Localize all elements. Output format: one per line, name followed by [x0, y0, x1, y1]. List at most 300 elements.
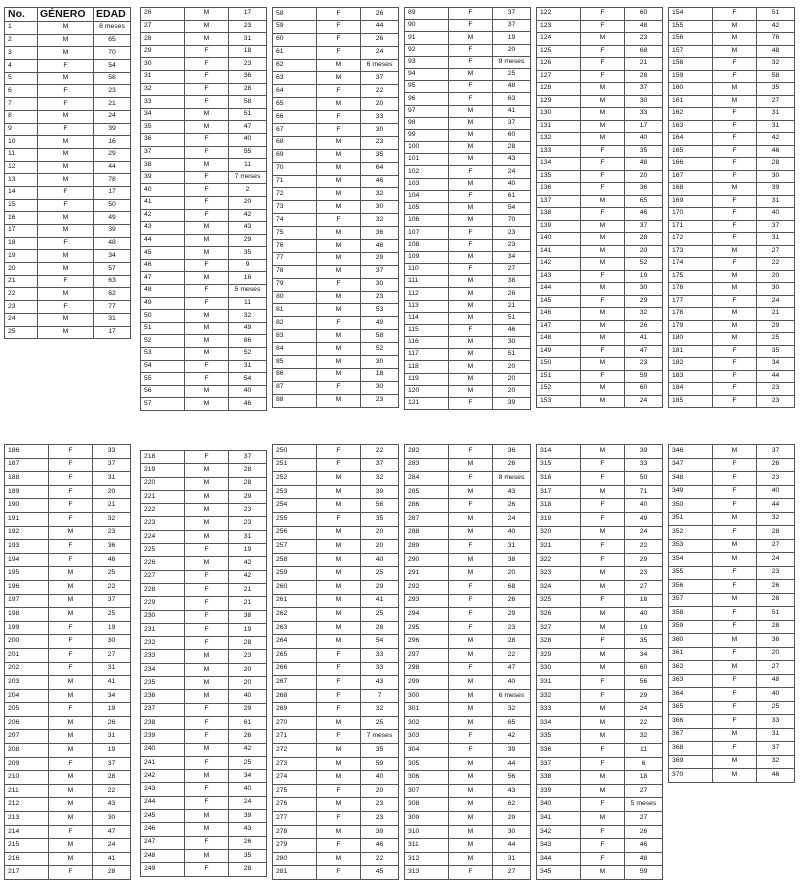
age-cell: 27: [757, 95, 795, 108]
row-number: 304: [405, 744, 449, 758]
table-row: [537, 245, 663, 258]
row-number: 176: [669, 283, 713, 296]
age-cell: 44: [757, 499, 795, 513]
row-number: 200: [5, 635, 49, 649]
gender-cell: M: [581, 866, 625, 880]
gender-cell: M: [449, 648, 493, 662]
table-row: [537, 370, 663, 383]
age-cell: 17: [94, 186, 131, 199]
row-number: 317: [537, 485, 581, 499]
age-cell: 42: [229, 557, 267, 570]
table-row: [669, 145, 795, 158]
row-number: 46: [141, 259, 185, 272]
table-row: [405, 227, 531, 239]
age-cell: 50: [625, 472, 663, 486]
age-cell: 24: [361, 46, 399, 59]
gender-cell: F: [449, 594, 493, 608]
row-number: 154: [669, 8, 713, 21]
row-number: 49: [141, 297, 185, 310]
gender-cell: F: [49, 866, 93, 880]
table-row: [141, 451, 267, 464]
age-cell: 30: [361, 278, 399, 291]
row-number: 79: [273, 278, 317, 291]
table-row: [405, 56, 531, 68]
age-cell: 20: [757, 270, 795, 283]
row-number: 8: [5, 110, 38, 123]
age-cell: 37: [493, 20, 531, 32]
row-number: 13: [5, 174, 38, 187]
table-row: [405, 190, 531, 202]
age-cell: 27: [625, 784, 663, 798]
row-number: 16: [5, 212, 38, 225]
gender-cell: F: [581, 472, 625, 486]
age-cell: 20: [625, 245, 663, 258]
table-row: [405, 288, 531, 300]
gender-cell: M: [38, 72, 94, 85]
age-cell: 31: [757, 195, 795, 208]
age-cell: 34: [625, 648, 663, 662]
table-row: [537, 825, 663, 839]
age-cell: 48: [757, 674, 795, 688]
gender-cell: F: [49, 757, 93, 771]
gender-cell: F: [581, 8, 625, 21]
gender-cell: M: [581, 383, 625, 396]
table-row: [669, 593, 795, 607]
table-row: [273, 458, 399, 472]
row-number: 52: [141, 335, 185, 348]
age-cell: 32: [625, 308, 663, 321]
gender-cell: M: [185, 272, 229, 285]
row-number: 126: [537, 58, 581, 71]
age-cell: 42: [493, 730, 531, 744]
table-row: [405, 129, 531, 141]
gender-cell: M: [449, 716, 493, 730]
gender-cell: F: [713, 258, 757, 271]
age-cell: 63: [94, 275, 131, 288]
gender-cell: M: [317, 175, 361, 188]
table-row: [5, 512, 131, 526]
table-row: [537, 320, 663, 333]
table-row: [669, 95, 795, 108]
gender-cell: M: [49, 580, 93, 594]
row-number: 321: [537, 540, 581, 554]
age-cell: 23: [625, 567, 663, 581]
age-cell: 32: [93, 512, 131, 526]
gender-cell: M: [185, 663, 229, 676]
gender-cell: M: [449, 676, 493, 690]
gender-cell: M: [449, 142, 493, 154]
gender-cell: F: [185, 259, 229, 272]
row-number: 72: [273, 188, 317, 201]
row-number: 347: [669, 458, 713, 472]
row-number: 121: [405, 398, 449, 410]
row-number: 21: [5, 275, 38, 288]
age-cell: 26: [229, 836, 267, 849]
header-gender: GÉNERO: [38, 8, 94, 22]
gender-cell: M: [38, 161, 94, 174]
gender-cell: M: [185, 348, 229, 361]
age-cell: 22: [625, 540, 663, 554]
row-number: 299: [405, 676, 449, 690]
gender-cell: F: [713, 472, 757, 486]
table-row: [537, 784, 663, 798]
row-number: 77: [273, 252, 317, 265]
row-number: 105: [405, 203, 449, 215]
table-row: [5, 825, 131, 839]
row-number: 213: [5, 812, 49, 826]
row-number: 38: [141, 159, 185, 172]
age-cell: 22: [757, 258, 795, 271]
table-row: [141, 477, 267, 490]
table-row: [141, 96, 267, 109]
table-row: [669, 742, 795, 756]
table-row: [405, 458, 531, 472]
table-row: [669, 634, 795, 648]
table-row: [273, 356, 399, 369]
age-cell: 34: [493, 251, 531, 263]
gender-cell: F: [713, 620, 757, 634]
row-number: 96: [405, 93, 449, 105]
age-cell: 19: [625, 621, 663, 635]
table-row: [405, 825, 531, 839]
table-row: [5, 771, 131, 785]
age-cell: 46: [493, 324, 531, 336]
gender-cell: M: [449, 349, 493, 361]
row-number: 279: [273, 839, 317, 853]
table-row: [5, 594, 131, 608]
table-row: [5, 313, 131, 326]
gender-cell: M: [185, 770, 229, 783]
table-row: [141, 133, 267, 146]
age-cell: 36: [493, 445, 531, 459]
age-cell: 43: [229, 222, 267, 235]
age-cell: 9 meses: [493, 56, 531, 68]
gender-cell: M: [317, 136, 361, 149]
gender-cell: M: [713, 755, 757, 769]
table-row: [405, 852, 531, 866]
table-row: [273, 136, 399, 149]
row-number: 353: [669, 539, 713, 553]
gender-cell: M: [317, 757, 361, 771]
table-row: [141, 517, 267, 530]
gender-cell: M: [317, 227, 361, 240]
gender-cell: M: [713, 445, 757, 459]
row-number: 235: [141, 677, 185, 690]
gender-cell: F: [713, 742, 757, 756]
age-cell: 34: [229, 770, 267, 783]
gender-cell: M: [317, 594, 361, 608]
row-number: 63: [273, 72, 317, 85]
table-row: [537, 145, 663, 158]
gender-cell: M: [185, 322, 229, 335]
row-number: 131: [537, 120, 581, 133]
table-row: [5, 730, 131, 744]
gender-cell: F: [185, 133, 229, 146]
age-cell: 37: [93, 757, 131, 771]
table-row: [405, 608, 531, 622]
row-number: 209: [5, 757, 49, 771]
row-number: 350: [669, 499, 713, 513]
gender-cell: F: [713, 485, 757, 499]
age-cell: 28: [757, 593, 795, 607]
age-cell: 28: [229, 637, 267, 650]
table-row: [141, 159, 267, 172]
gender-cell: F: [581, 58, 625, 71]
table-row: [405, 540, 531, 554]
row-number: 229: [141, 597, 185, 610]
gender-cell: M: [185, 398, 229, 411]
row-number: 43: [141, 222, 185, 235]
gender-cell: M: [317, 771, 361, 785]
table-row: [273, 744, 399, 758]
age-cell: 50: [94, 199, 131, 212]
gender-cell: F: [185, 716, 229, 729]
row-number: 312: [405, 852, 449, 866]
row-number: 82: [273, 317, 317, 330]
age-cell: 28: [493, 142, 531, 154]
row-number: 328: [537, 635, 581, 649]
gender-cell: M: [38, 250, 94, 263]
row-number: 22: [5, 288, 38, 301]
row-number: 249: [141, 863, 185, 876]
age-cell: 31: [757, 108, 795, 121]
row-number: 256: [273, 526, 317, 540]
age-cell: 22: [493, 648, 531, 662]
age-cell: 26: [361, 33, 399, 46]
table-row: [405, 239, 531, 251]
row-number: 188: [5, 472, 49, 486]
row-number: 114: [405, 312, 449, 324]
age-cell: 35: [757, 83, 795, 96]
row-number: 285: [405, 485, 449, 499]
gender-cell: F: [317, 662, 361, 676]
row-number: 67: [273, 124, 317, 137]
table-row: [273, 825, 399, 839]
gender-cell: F: [713, 120, 757, 133]
gender-cell: M: [713, 539, 757, 553]
age-cell: 23: [625, 358, 663, 371]
row-number: 289: [405, 540, 449, 554]
age-cell: 24: [493, 166, 531, 178]
gender-cell: M: [49, 594, 93, 608]
table-row: [405, 8, 531, 20]
table-row: [5, 326, 131, 339]
gender-cell: M: [317, 188, 361, 201]
table-row: [669, 58, 795, 71]
age-cell: 19: [93, 744, 131, 758]
gender-cell: F: [713, 383, 757, 396]
table-row: [537, 83, 663, 96]
gender-cell: F: [713, 458, 757, 472]
table-row: [405, 485, 531, 499]
age-cell: 35: [625, 635, 663, 649]
table-row: [5, 744, 131, 758]
age-cell: 23: [361, 394, 399, 407]
row-number: 274: [273, 771, 317, 785]
age-cell: 52: [625, 258, 663, 271]
table-row: [5, 553, 131, 567]
row-number: 362: [669, 661, 713, 675]
age-cell: 43: [493, 485, 531, 499]
gender-cell: F: [185, 209, 229, 222]
row-number: 153: [537, 395, 581, 408]
gender-cell: F: [49, 458, 93, 472]
age-cell: 36: [93, 540, 131, 554]
row-number: 87: [273, 381, 317, 394]
age-cell: 49: [94, 212, 131, 225]
age-cell: 25: [361, 567, 399, 581]
row-number: 354: [669, 553, 713, 567]
age-cell: 21: [229, 597, 267, 610]
gender-cell: M: [449, 215, 493, 227]
table-row: [141, 247, 267, 260]
gender-cell: F: [713, 233, 757, 246]
row-number: 190: [5, 499, 49, 513]
row-number: 275: [273, 784, 317, 798]
table-row: [5, 148, 131, 161]
age-cell: 28: [757, 620, 795, 634]
gender-cell: M: [317, 240, 361, 253]
table-row: [273, 730, 399, 744]
gender-cell: M: [317, 343, 361, 356]
table-row: [405, 276, 531, 288]
table-row: [273, 716, 399, 730]
gender-cell: M: [581, 320, 625, 333]
row-number: 139: [537, 220, 581, 233]
row-number: 94: [405, 68, 449, 80]
table-row: [273, 343, 399, 356]
gender-cell: M: [185, 530, 229, 543]
age-cell: 41: [93, 676, 131, 690]
gender-cell: M: [317, 567, 361, 581]
row-number: 14: [5, 186, 38, 199]
row-number: 325: [537, 594, 581, 608]
table-row: [669, 539, 795, 553]
row-number: 202: [5, 662, 49, 676]
gender-cell: F: [49, 512, 93, 526]
age-cell: 30: [757, 170, 795, 183]
table-row: [537, 20, 663, 33]
table-row: [537, 220, 663, 233]
row-number: 68: [273, 136, 317, 149]
table-row: [669, 20, 795, 33]
data-table-block: [4, 444, 131, 880]
age-cell: 18: [229, 45, 267, 58]
gender-cell: M: [317, 608, 361, 622]
gender-cell: M: [185, 8, 229, 21]
age-cell: 53: [361, 304, 399, 317]
table-row: [405, 771, 531, 785]
age-cell: 38: [493, 276, 531, 288]
row-number: 58: [273, 8, 317, 21]
table-row: [141, 863, 267, 876]
table-row: [273, 662, 399, 676]
table-row: [273, 512, 399, 526]
age-cell: 51: [493, 312, 531, 324]
table-row: [273, 162, 399, 175]
gender-cell: M: [185, 20, 229, 33]
row-number: 310: [405, 825, 449, 839]
age-cell: 48: [493, 81, 531, 93]
age-cell: 77: [94, 301, 131, 314]
row-number: 157: [669, 45, 713, 58]
row-number: 295: [405, 621, 449, 635]
row-number: 297: [405, 648, 449, 662]
row-number: 59: [273, 20, 317, 33]
gender-cell: F: [185, 544, 229, 557]
table-row: [5, 301, 131, 314]
table-row: [273, 201, 399, 214]
row-number: 123: [537, 20, 581, 33]
table-row: [5, 540, 131, 554]
age-cell: 20: [493, 385, 531, 397]
gender-cell: M: [449, 689, 493, 703]
gender-cell: M: [317, 485, 361, 499]
table-row: [141, 398, 267, 411]
gender-cell: M: [185, 121, 229, 134]
age-cell: 44: [493, 757, 531, 771]
gender-cell: M: [581, 358, 625, 371]
age-cell: 24: [94, 110, 131, 123]
age-cell: 31: [757, 120, 795, 133]
table-row: [537, 730, 663, 744]
age-cell: 5 meses: [625, 798, 663, 812]
row-number: 104: [405, 190, 449, 202]
row-number: 10: [5, 136, 38, 149]
gender-cell: M: [317, 744, 361, 758]
gender-cell: F: [49, 662, 93, 676]
age-cell: 26: [493, 288, 531, 300]
age-cell: 51: [229, 108, 267, 121]
row-number: 111: [405, 276, 449, 288]
gender-cell: F: [49, 472, 93, 486]
age-cell: 25: [757, 333, 795, 346]
gender-cell: F: [317, 784, 361, 798]
row-number: 320: [537, 526, 581, 540]
gender-cell: F: [185, 83, 229, 96]
row-number: 158: [669, 58, 713, 71]
age-cell: 58: [94, 72, 131, 85]
age-cell: 29: [757, 320, 795, 333]
table-row: [273, 175, 399, 188]
age-cell: 34: [93, 689, 131, 703]
table-row: [141, 849, 267, 862]
age-cell: 59: [361, 757, 399, 771]
row-number: 260: [273, 580, 317, 594]
row-number: 24: [5, 313, 38, 326]
gender-cell: M: [49, 852, 93, 866]
table-row: [5, 85, 131, 98]
table-row: [141, 650, 267, 663]
row-number: 31: [141, 70, 185, 83]
table-row: [669, 245, 795, 258]
table-row: [5, 225, 131, 238]
row-number: 118: [405, 361, 449, 373]
age-cell: 51: [493, 349, 531, 361]
age-cell: 30: [493, 825, 531, 839]
age-cell: 29: [229, 234, 267, 247]
row-number: 11: [5, 148, 38, 161]
table-row: [405, 866, 531, 880]
age-cell: 39: [493, 398, 531, 410]
table-row: [405, 784, 531, 798]
table-row: [273, 278, 399, 291]
table-row: [141, 184, 267, 197]
age-cell: 23: [361, 136, 399, 149]
gender-cell: F: [38, 98, 94, 111]
table-row: [669, 295, 795, 308]
gender-cell: F: [185, 637, 229, 650]
